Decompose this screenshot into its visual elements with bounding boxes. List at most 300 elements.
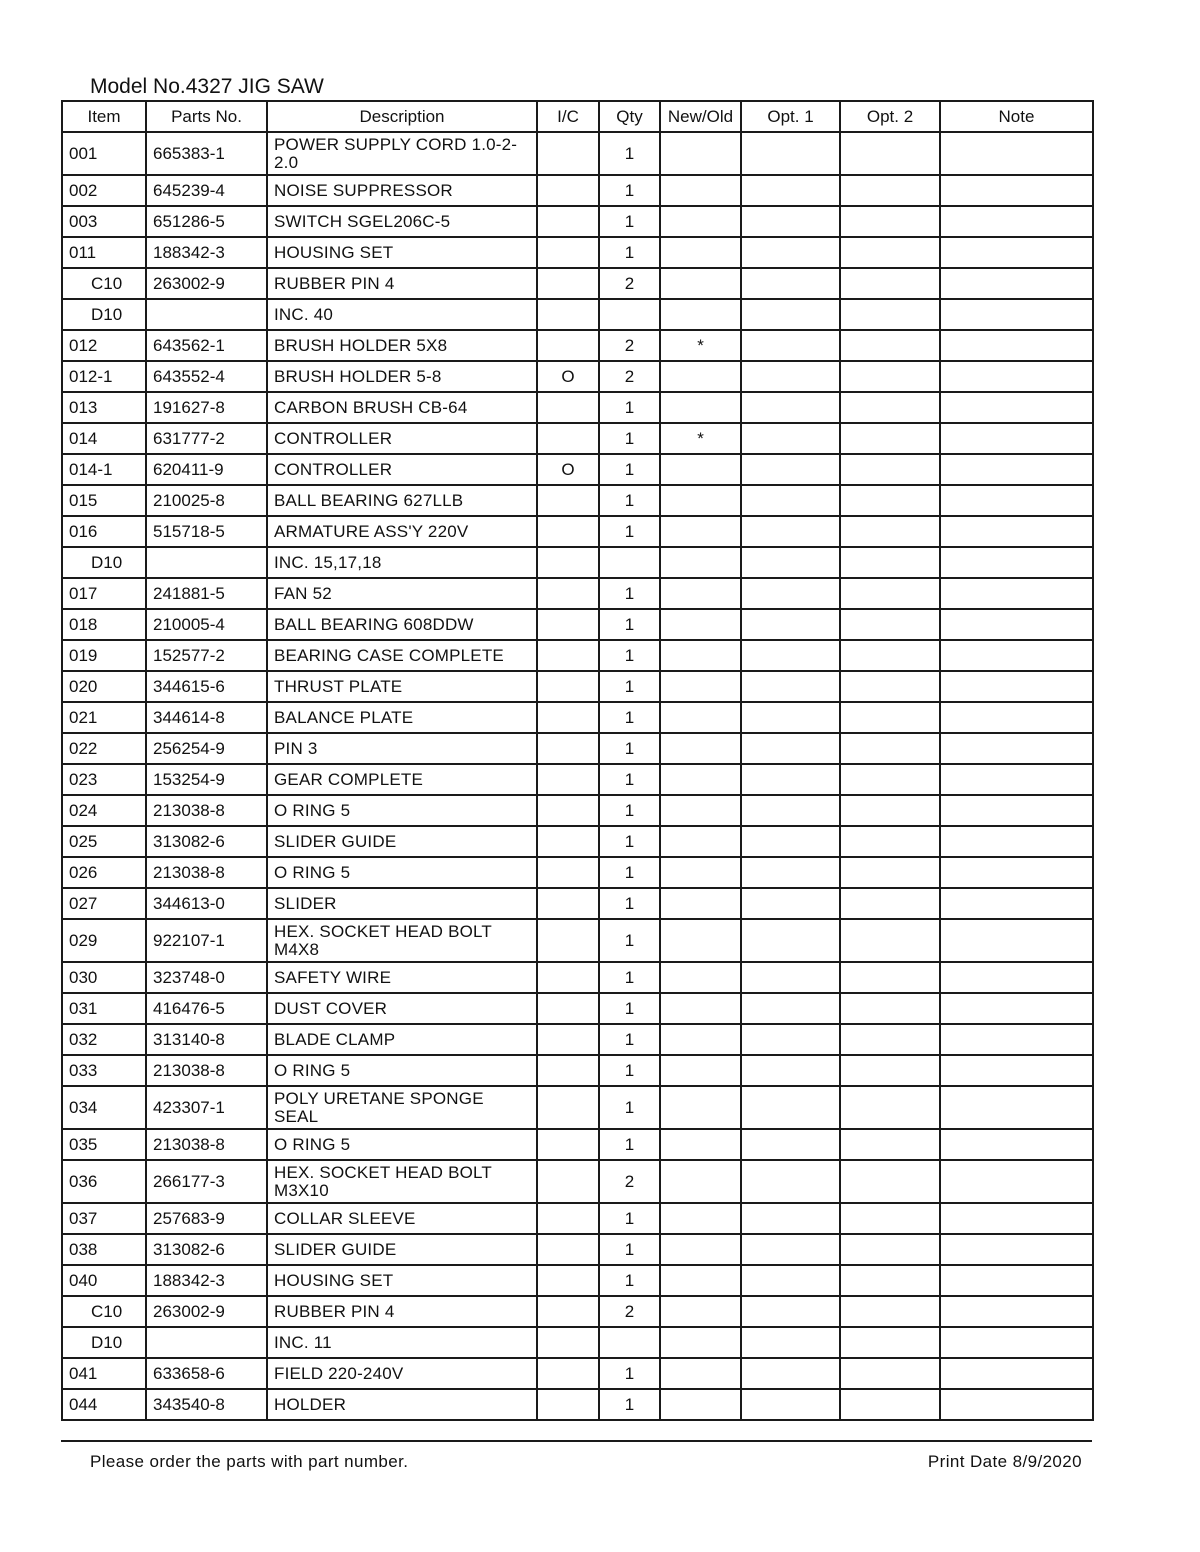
- cell-parts-no: 313082-6: [146, 1234, 267, 1265]
- cell-opt-2: [840, 578, 940, 609]
- cell-qty: 2: [599, 268, 660, 299]
- cell-parts-no: 344615-6: [146, 671, 267, 702]
- cell-opt-2: [840, 1203, 940, 1234]
- cell-parts-no: 210025-8: [146, 485, 267, 516]
- cell-opt-2: [840, 1086, 940, 1129]
- table-row: [62, 175, 1093, 206]
- cell-description: POWER SUPPLY CORD 1.0-2-2.0: [267, 132, 537, 175]
- cell-ic: [537, 485, 599, 516]
- cell-new-old: [660, 547, 741, 578]
- cell-description: HOLDER: [267, 1389, 537, 1420]
- cell-opt-1: [741, 609, 840, 640]
- cell-qty: 1: [599, 1265, 660, 1296]
- cell-description: FIELD 220-240V: [267, 1358, 537, 1389]
- cell-new-old: *: [660, 330, 741, 361]
- cell-qty: [599, 299, 660, 330]
- cell-note: [940, 826, 1093, 857]
- cell-description: CONTROLLER: [267, 454, 537, 485]
- cell-new-old: [660, 1024, 741, 1055]
- cell-qty: 1: [599, 1024, 660, 1055]
- header-item: Item: [62, 101, 146, 132]
- table-row: [62, 1234, 1093, 1265]
- table-row: [62, 268, 1093, 299]
- cell-opt-2: [840, 132, 940, 175]
- cell-ic: [537, 1160, 599, 1203]
- cell-qty: 1: [599, 826, 660, 857]
- cell-opt-1: [741, 237, 840, 268]
- cell-ic: [537, 1129, 599, 1160]
- cell-ic: [537, 132, 599, 175]
- cell-item: 037: [62, 1203, 146, 1234]
- cell-ic: [537, 392, 599, 423]
- cell-new-old: [660, 640, 741, 671]
- cell-new-old: [660, 609, 741, 640]
- cell-parts-no: 266177-3: [146, 1160, 267, 1203]
- cell-opt-2: [840, 423, 940, 454]
- cell-opt-2: [840, 962, 940, 993]
- cell-ic: [537, 1389, 599, 1420]
- table-row: [62, 1160, 1093, 1203]
- cell-qty: 1: [599, 993, 660, 1024]
- cell-note: [940, 175, 1093, 206]
- cell-parts-no: 645239-4: [146, 175, 267, 206]
- cell-item: D10: [62, 547, 146, 578]
- table-row: [62, 888, 1093, 919]
- cell-description: RUBBER PIN 4: [267, 1296, 537, 1327]
- table-row: [62, 206, 1093, 237]
- table-row: [62, 919, 1093, 962]
- table-row: [62, 1024, 1093, 1055]
- footer-divider: [61, 1440, 1092, 1442]
- cell-qty: 2: [599, 330, 660, 361]
- cell-note: [940, 1327, 1093, 1358]
- cell-ic: [537, 826, 599, 857]
- cell-parts-no: 213038-8: [146, 1129, 267, 1160]
- cell-ic: [537, 993, 599, 1024]
- cell-item: 012-1: [62, 361, 146, 392]
- cell-qty: 1: [599, 640, 660, 671]
- table-row: [62, 671, 1093, 702]
- cell-description: HOUSING SET: [267, 237, 537, 268]
- cell-new-old: [660, 392, 741, 423]
- cell-parts-no: 651286-5: [146, 206, 267, 237]
- cell-note: [940, 547, 1093, 578]
- cell-note: [940, 1055, 1093, 1086]
- page-title: Model No.4327 JIG SAW: [90, 75, 324, 98]
- cell-item: C10: [62, 1296, 146, 1327]
- cell-opt-1: [741, 132, 840, 175]
- cell-opt-2: [840, 268, 940, 299]
- cell-note: [940, 268, 1093, 299]
- cell-item: 012: [62, 330, 146, 361]
- cell-description: THRUST PLATE: [267, 671, 537, 702]
- table-row: [62, 423, 1093, 454]
- table-row: [62, 1327, 1093, 1358]
- cell-opt-1: [741, 888, 840, 919]
- cell-description: O RING 5: [267, 795, 537, 826]
- cell-opt-2: [840, 206, 940, 237]
- cell-note: [940, 888, 1093, 919]
- cell-item: 014-1: [62, 454, 146, 485]
- cell-ic: [537, 330, 599, 361]
- cell-opt-2: [840, 671, 940, 702]
- cell-qty: 1: [599, 702, 660, 733]
- cell-opt-1: [741, 1265, 840, 1296]
- cell-qty: 1: [599, 516, 660, 547]
- header-ic: I/C: [537, 101, 599, 132]
- cell-parts-no: 416476-5: [146, 993, 267, 1024]
- cell-new-old: [660, 1327, 741, 1358]
- cell-ic: [537, 671, 599, 702]
- cell-opt-2: [840, 1129, 940, 1160]
- cell-opt-1: [741, 962, 840, 993]
- cell-new-old: [660, 454, 741, 485]
- cell-new-old: [660, 237, 741, 268]
- cell-item: D10: [62, 299, 146, 330]
- cell-parts-no: 344614-8: [146, 702, 267, 733]
- cell-qty: 1: [599, 132, 660, 175]
- table-row: [62, 795, 1093, 826]
- cell-parts-no: 631777-2: [146, 423, 267, 454]
- cell-ic: [537, 888, 599, 919]
- cell-parts-no: [146, 1327, 267, 1358]
- cell-new-old: [660, 206, 741, 237]
- cell-opt-2: [840, 330, 940, 361]
- cell-qty: 1: [599, 888, 660, 919]
- cell-ic: [537, 795, 599, 826]
- cell-opt-2: [840, 175, 940, 206]
- cell-ic: [537, 962, 599, 993]
- cell-note: [940, 299, 1093, 330]
- table-row: [62, 578, 1093, 609]
- cell-opt-1: [741, 485, 840, 516]
- cell-opt-1: [741, 330, 840, 361]
- table-row: [62, 1296, 1093, 1327]
- cell-new-old: [660, 299, 741, 330]
- cell-parts-no: 313140-8: [146, 1024, 267, 1055]
- cell-opt-2: [840, 733, 940, 764]
- cell-new-old: [660, 962, 741, 993]
- cell-qty: 1: [599, 485, 660, 516]
- cell-ic: [537, 733, 599, 764]
- cell-note: [940, 702, 1093, 733]
- cell-description: HEX. SOCKET HEAD BOLT M4X8: [267, 919, 537, 962]
- cell-opt-2: [840, 1055, 940, 1086]
- cell-opt-1: [741, 640, 840, 671]
- cell-item: 002: [62, 175, 146, 206]
- cell-qty: 1: [599, 237, 660, 268]
- cell-ic: [537, 1296, 599, 1327]
- cell-note: [940, 1389, 1093, 1420]
- cell-item: 040: [62, 1265, 146, 1296]
- cell-opt-1: [741, 702, 840, 733]
- table-row: [62, 1055, 1093, 1086]
- cell-opt-1: [741, 919, 840, 962]
- cell-opt-1: [741, 1358, 840, 1389]
- cell-opt-2: [840, 919, 940, 962]
- cell-ic: [537, 764, 599, 795]
- cell-description: SLIDER: [267, 888, 537, 919]
- cell-note: [940, 132, 1093, 175]
- cell-opt-2: [840, 702, 940, 733]
- cell-description: BALL BEARING 627LLB: [267, 485, 537, 516]
- table-row: [62, 826, 1093, 857]
- cell-parts-no: 620411-9: [146, 454, 267, 485]
- cell-item: 033: [62, 1055, 146, 1086]
- cell-opt-2: [840, 1160, 940, 1203]
- cell-opt-2: [840, 237, 940, 268]
- table-row: [62, 132, 1093, 175]
- cell-ic: [537, 919, 599, 962]
- cell-new-old: [660, 733, 741, 764]
- cell-parts-no: [146, 547, 267, 578]
- cell-item: 001: [62, 132, 146, 175]
- cell-parts-no: 241881-5: [146, 578, 267, 609]
- header-qty: Qty: [599, 101, 660, 132]
- cell-opt-2: [840, 361, 940, 392]
- cell-note: [940, 1024, 1093, 1055]
- cell-note: [940, 330, 1093, 361]
- cell-qty: 1: [599, 857, 660, 888]
- cell-item: 044: [62, 1389, 146, 1420]
- cell-description: INC. 40: [267, 299, 537, 330]
- cell-parts-no: 323748-0: [146, 962, 267, 993]
- cell-ic: [537, 702, 599, 733]
- cell-item: 032: [62, 1024, 146, 1055]
- cell-qty: 1: [599, 206, 660, 237]
- cell-qty: [599, 1327, 660, 1358]
- cell-opt-2: [840, 795, 940, 826]
- parts-table: [61, 100, 1094, 1421]
- cell-parts-no: 515718-5: [146, 516, 267, 547]
- cell-note: [940, 919, 1093, 962]
- cell-item: 015: [62, 485, 146, 516]
- cell-ic: [537, 1265, 599, 1296]
- cell-note: [940, 423, 1093, 454]
- cell-qty: 1: [599, 1086, 660, 1129]
- cell-description: COLLAR SLEEVE: [267, 1203, 537, 1234]
- cell-description: INC. 11: [267, 1327, 537, 1358]
- cell-new-old: [660, 857, 741, 888]
- cell-opt-2: [840, 1327, 940, 1358]
- cell-item: 038: [62, 1234, 146, 1265]
- cell-new-old: [660, 485, 741, 516]
- cell-new-old: [660, 671, 741, 702]
- cell-item: 003: [62, 206, 146, 237]
- cell-item: 035: [62, 1129, 146, 1160]
- cell-opt-1: [741, 671, 840, 702]
- cell-ic: [537, 516, 599, 547]
- cell-item: C10: [62, 268, 146, 299]
- cell-note: [940, 795, 1093, 826]
- cell-new-old: [660, 1265, 741, 1296]
- cell-opt-2: [840, 454, 940, 485]
- cell-opt-2: [840, 1265, 940, 1296]
- table-row: [62, 609, 1093, 640]
- cell-note: [940, 206, 1093, 237]
- cell-ic: [537, 1358, 599, 1389]
- table-row: [62, 485, 1093, 516]
- cell-item: 030: [62, 962, 146, 993]
- cell-opt-1: [741, 175, 840, 206]
- cell-ic: [537, 1234, 599, 1265]
- cell-note: [940, 733, 1093, 764]
- cell-parts-no: 643562-1: [146, 330, 267, 361]
- cell-ic: [537, 1086, 599, 1129]
- cell-description: O RING 5: [267, 857, 537, 888]
- cell-parts-no: 188342-3: [146, 1265, 267, 1296]
- cell-opt-2: [840, 1234, 940, 1265]
- table-row: [62, 392, 1093, 423]
- cell-note: [940, 392, 1093, 423]
- table-row: [62, 330, 1093, 361]
- cell-qty: 1: [599, 1358, 660, 1389]
- cell-qty: 1: [599, 962, 660, 993]
- table-row: [62, 516, 1093, 547]
- cell-new-old: [660, 702, 741, 733]
- cell-new-old: [660, 1086, 741, 1129]
- cell-new-old: [660, 268, 741, 299]
- cell-new-old: [660, 1129, 741, 1160]
- cell-opt-2: [840, 888, 940, 919]
- cell-opt-2: [840, 1024, 940, 1055]
- cell-opt-1: [741, 1327, 840, 1358]
- cell-opt-2: [840, 857, 940, 888]
- cell-qty: 1: [599, 1129, 660, 1160]
- cell-ic: [537, 206, 599, 237]
- cell-new-old: [660, 919, 741, 962]
- cell-opt-2: [840, 764, 940, 795]
- cell-item: 021: [62, 702, 146, 733]
- cell-opt-2: [840, 516, 940, 547]
- cell-opt-1: [741, 1055, 840, 1086]
- cell-opt-1: [741, 423, 840, 454]
- cell-qty: 1: [599, 609, 660, 640]
- cell-new-old: [660, 175, 741, 206]
- cell-parts-no: 665383-1: [146, 132, 267, 175]
- cell-opt-1: [741, 392, 840, 423]
- cell-note: [940, 578, 1093, 609]
- cell-item: 019: [62, 640, 146, 671]
- cell-new-old: [660, 764, 741, 795]
- cell-note: [940, 1203, 1093, 1234]
- cell-ic: [537, 1024, 599, 1055]
- cell-description: BLADE CLAMP: [267, 1024, 537, 1055]
- cell-opt-1: [741, 1203, 840, 1234]
- cell-parts-no: 191627-8: [146, 392, 267, 423]
- cell-ic: [537, 423, 599, 454]
- cell-item: 013: [62, 392, 146, 423]
- cell-note: [940, 1086, 1093, 1129]
- cell-new-old: [660, 1055, 741, 1086]
- cell-description: CARBON BRUSH CB-64: [267, 392, 537, 423]
- cell-opt-1: [741, 454, 840, 485]
- cell-note: [940, 516, 1093, 547]
- cell-opt-1: [741, 268, 840, 299]
- cell-parts-no: 210005-4: [146, 609, 267, 640]
- cell-new-old: [660, 1389, 741, 1420]
- cell-item: 020: [62, 671, 146, 702]
- cell-note: [940, 485, 1093, 516]
- cell-parts-no: 343540-8: [146, 1389, 267, 1420]
- cell-item: 018: [62, 609, 146, 640]
- cell-note: [940, 361, 1093, 392]
- cell-description: SLIDER GUIDE: [267, 1234, 537, 1265]
- cell-opt-1: [741, 547, 840, 578]
- cell-item: 023: [62, 764, 146, 795]
- cell-description: RUBBER PIN 4: [267, 268, 537, 299]
- cell-note: [940, 640, 1093, 671]
- cell-item: 017: [62, 578, 146, 609]
- cell-opt-1: [741, 1129, 840, 1160]
- cell-description: O RING 5: [267, 1129, 537, 1160]
- cell-item: 024: [62, 795, 146, 826]
- table-row: [62, 764, 1093, 795]
- header-note: Note: [940, 101, 1093, 132]
- cell-opt-2: [840, 1296, 940, 1327]
- cell-opt-1: [741, 1024, 840, 1055]
- cell-note: [940, 993, 1093, 1024]
- cell-note: [940, 1296, 1093, 1327]
- cell-ic: [537, 268, 599, 299]
- cell-qty: 1: [599, 454, 660, 485]
- cell-note: [940, 454, 1093, 485]
- cell-new-old: [660, 795, 741, 826]
- cell-parts-no: 922107-1: [146, 919, 267, 962]
- cell-note: [940, 609, 1093, 640]
- cell-description: SAFETY WIRE: [267, 962, 537, 993]
- cell-note: [940, 962, 1093, 993]
- cell-note: [940, 764, 1093, 795]
- cell-parts-no: 152577-2: [146, 640, 267, 671]
- cell-qty: 1: [599, 1389, 660, 1420]
- cell-opt-1: [741, 795, 840, 826]
- cell-qty: 2: [599, 1296, 660, 1327]
- table-row: [62, 702, 1093, 733]
- cell-note: [940, 237, 1093, 268]
- cell-new-old: [660, 1203, 741, 1234]
- cell-new-old: [660, 578, 741, 609]
- cell-new-old: [660, 516, 741, 547]
- cell-description: BRUSH HOLDER 5-8: [267, 361, 537, 392]
- cell-qty: 1: [599, 764, 660, 795]
- cell-opt-2: [840, 993, 940, 1024]
- cell-ic: [537, 857, 599, 888]
- cell-qty: 1: [599, 919, 660, 962]
- cell-description: CONTROLLER: [267, 423, 537, 454]
- cell-parts-no: 633658-6: [146, 1358, 267, 1389]
- header-description: Description: [267, 101, 537, 132]
- cell-parts-no: 643552-4: [146, 361, 267, 392]
- cell-opt-1: [741, 1389, 840, 1420]
- cell-opt-2: [840, 485, 940, 516]
- print-date: Print Date 8/9/2020: [927, 1452, 1082, 1471]
- cell-qty: 2: [599, 361, 660, 392]
- cell-note: [940, 1234, 1093, 1265]
- table-row: [62, 361, 1093, 392]
- table-row: [62, 857, 1093, 888]
- table-row: [62, 237, 1093, 268]
- cell-item: 034: [62, 1086, 146, 1129]
- cell-parts-no: 344613-0: [146, 888, 267, 919]
- cell-new-old: [660, 132, 741, 175]
- cell-parts-no: 213038-8: [146, 1055, 267, 1086]
- table-row: [62, 1086, 1093, 1129]
- cell-new-old: [660, 888, 741, 919]
- cell-item: 014: [62, 423, 146, 454]
- cell-parts-no: 263002-9: [146, 268, 267, 299]
- cell-qty: 1: [599, 1234, 660, 1265]
